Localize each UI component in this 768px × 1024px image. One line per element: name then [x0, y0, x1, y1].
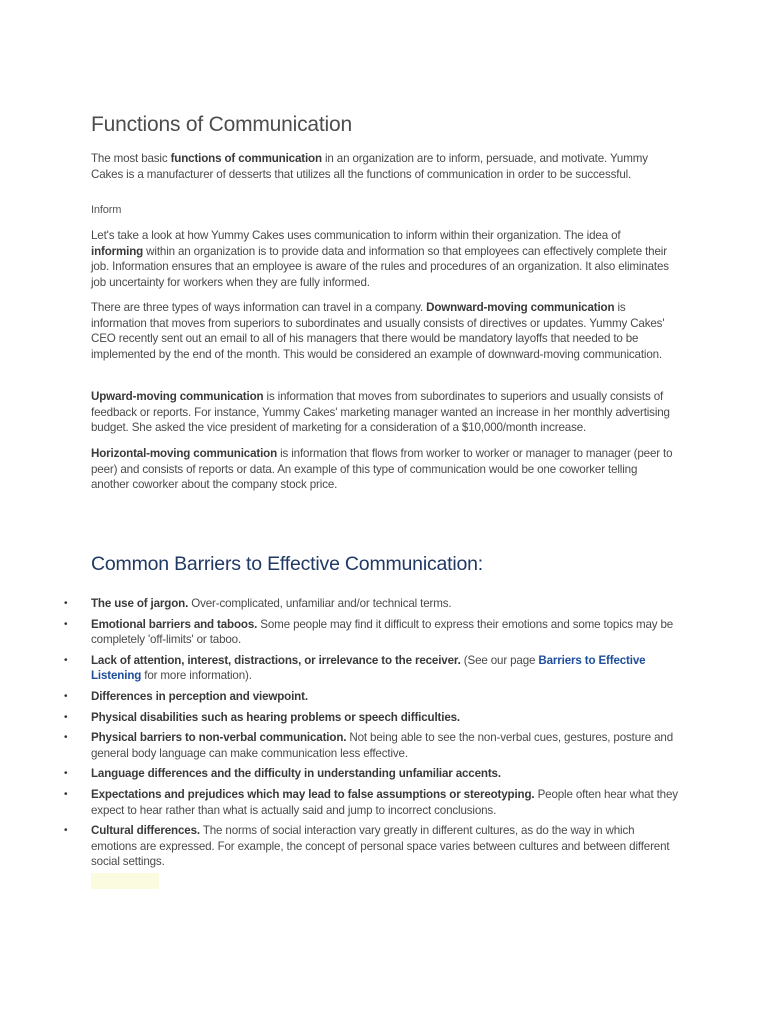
downward-text-bold: Downward-moving communication	[426, 301, 615, 314]
downward-text-pre: There are three types of ways information can travel in a company.	[91, 301, 427, 314]
list-item	[64, 689, 678, 705]
inform-text-bold: informing	[91, 244, 144, 258]
inform-text-pre: Let's take a look at how Yummy Cakes uses communication to inform within their organization. The idea of	[91, 229, 621, 242]
intro-text-pre: The most basic	[91, 152, 171, 165]
barrier-bold: Lack of attention, interest, distractions, or irrelevance to the receiver.	[91, 653, 461, 667]
list-item	[64, 710, 678, 726]
horizontal-text-bold: Horizontal-moving communication	[91, 447, 278, 460]
barrier-bold: Emotional barriers and taboos.	[91, 617, 258, 631]
barrier-bold: Expectations and prejudices which may lead to false assumptions or stereotyping.	[91, 787, 535, 801]
list-item	[64, 787, 678, 818]
downward-text-post: is information that moves from superiors to subordinates and usually consists of directives or updates. Yummy Cakes' CEO recently sent out an email to all of his managers that there would be mandatory layoffs that needed to be implemented by the end of the month. This would be considered an example of downward-moving communication.	[91, 301, 665, 361]
barrier-text: Not being able to see the non-verbal cues, gestures, posture and general body language can make communication less effective.	[91, 731, 674, 760]
barrier-text: Some people may find it difficult to express their emotions and some topics may be completely 'off-limits' or taboo.	[91, 617, 674, 647]
bullet-icon: •	[64, 768, 68, 780]
bullet-icon: •	[64, 711, 68, 723]
barrier-bold: Language differences and the difficulty in understanding unfamiliar accents.	[91, 767, 501, 781]
horizontal-paragraph	[91, 446, 675, 493]
bullet-icon: •	[64, 598, 68, 609]
bullet-icon: •	[64, 788, 68, 800]
list-item	[64, 730, 678, 761]
intro-text-post: in an organization are to inform, persuade, and motivate. Yummy Cakes is a manufacturer of desserts that utilizes all the functions of communication in order to be successful.	[91, 152, 648, 181]
barriers-heading: Common Barriers to Effective Communication:	[91, 553, 484, 575]
barrier-bold: The use of jargon.	[91, 597, 189, 610]
downward-paragraph	[91, 300, 675, 362]
intro-text-bold: functions of communication	[170, 152, 322, 165]
barriers-listening-link[interactable]: Barriers to Effective Listening	[91, 653, 646, 683]
upward-text-bold: Upward-moving communication	[91, 390, 264, 403]
barrier-bold: Cultural differences.	[91, 824, 200, 838]
barrier-text: The norms of social interaction vary greatly in different cultures, as do the way in which emotions are expressed. For example, the concept of personal space varies between cultures and between different social settings.	[91, 824, 670, 869]
horizontal-text-post: is information that flows from worker to worker or manager to manager (peer to peer) and consists of reports or data. An example of this type of communication would be one coworker telling another coworker about the company stock price.	[91, 447, 673, 492]
upward-text-post: is information that moves from subordinates to superiors and usually consists of feedback or reports. For instance, Yummy Cakes' marketing manager wanted an increase in her monthly advertising budget. She asked the vice president of marketing for a consideration of a $10,000/month increase.	[91, 390, 670, 435]
list-item	[64, 766, 678, 782]
list-item	[64, 653, 678, 684]
list-item	[64, 596, 678, 612]
bullet-icon: •	[64, 825, 68, 837]
highlight-marker	[91, 873, 159, 889]
bullet-icon: •	[64, 654, 68, 666]
bullet-icon: •	[64, 690, 68, 702]
upward-paragraph	[91, 389, 675, 436]
inform-paragraph	[91, 228, 675, 290]
list-item	[64, 823, 678, 870]
barrier-bold: Physical disabilities such as hearing problems or speech difficulties.	[91, 710, 460, 724]
barriers-list	[64, 596, 678, 875]
barrier-bold: Differences in perception and viewpoint.	[91, 689, 308, 703]
page-title: Functions of Communication	[91, 113, 352, 136]
bullet-icon: •	[64, 618, 68, 630]
barrier-bold: Physical barriers to non-verbal communication.	[91, 731, 347, 745]
barrier-text: Over-complicated, unfamiliar and/or technical terms.	[188, 597, 452, 610]
barrier-text-after: for more information).	[141, 669, 252, 683]
inform-label: Inform	[91, 204, 122, 216]
barrier-text: (See our page	[460, 653, 539, 667]
list-item	[64, 617, 678, 648]
intro-paragraph	[91, 151, 675, 182]
bullet-icon: •	[64, 732, 68, 744]
barrier-text: People often hear what they expect to hear rather than what is actually said and jump to incorrect conclusions.	[91, 787, 678, 817]
inform-text-post: within an organization is to provide data and information so that employees can effectively complete their job. Information ensures that an employee is aware of the rules and procedures of an organization. It also eliminates job uncertainty for workers when they are fully informed.	[91, 244, 669, 289]
